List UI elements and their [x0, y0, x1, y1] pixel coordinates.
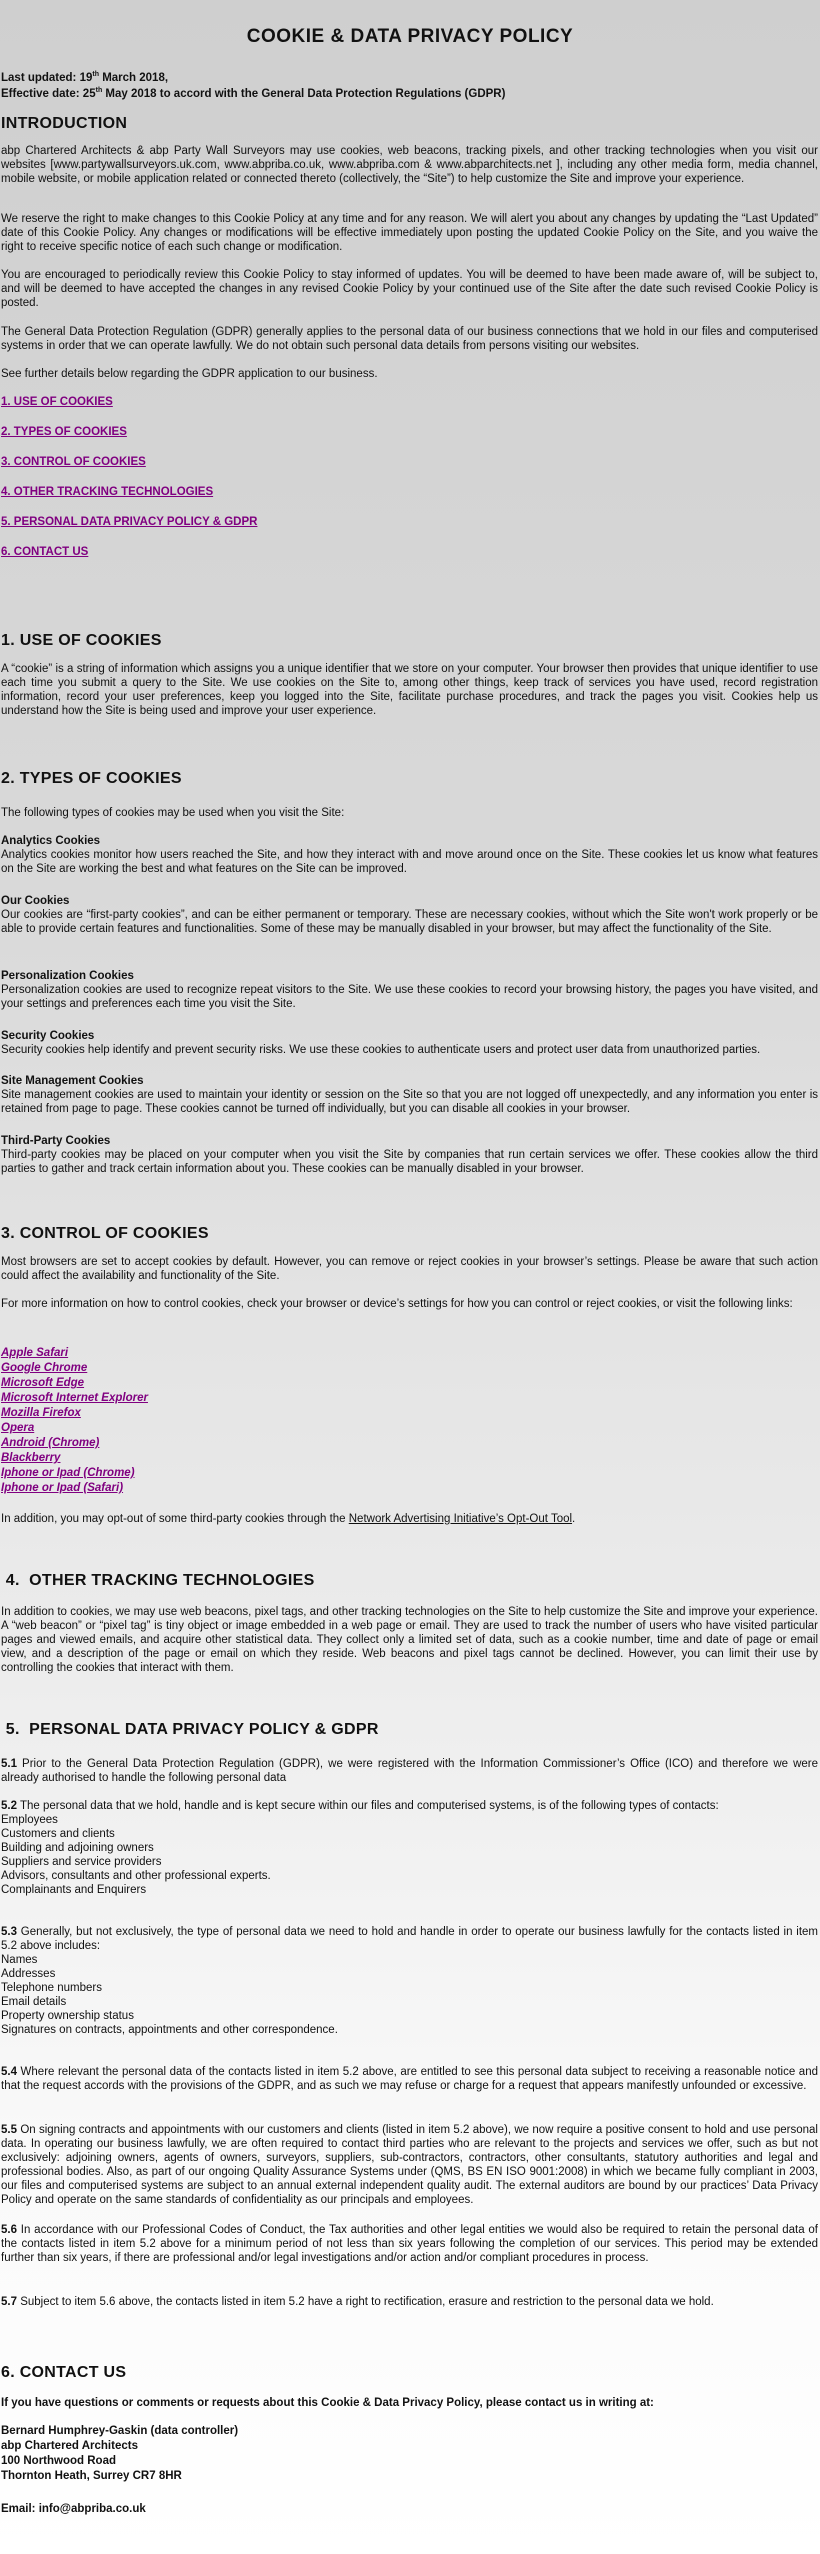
effective-date-text: Effective date: 25 [1, 88, 96, 100]
link-mozilla-firefox[interactable]: Mozilla Firefox [1, 1407, 81, 1419]
clause-text: The personal data that we hold, handle and is kept secure within our files and computerised systems, is of the following types of contacts: [17, 1800, 719, 1812]
intro-paragraph-2: We reserve the right to make changes to this Cookie Policy at any time and for any reason. We will alert you about any changes by updating the “Last Updated” date of this Cookie Policy. Any changes or modifications will be effective immediately upon posting the updated Cookie Policy on the Site, and you waive the right to receive specific notice of each such change or modification. [1, 213, 818, 253]
data-type-item: Signatures on contracts, appointments and other correspondence. [1, 2024, 338, 2036]
link-opera[interactable]: Opera [1, 1422, 35, 1434]
toc-link-contact-us[interactable]: 6. CONTACT US [1, 546, 89, 558]
contact-type-item: Customers and clients [1, 1828, 115, 1840]
link-internet-explorer[interactable]: Microsoft Internet Explorer [1, 1392, 148, 1404]
gdpr-5-1 [1, 1757, 819, 1785]
cookie-type-title: Security Cookies [1, 1030, 95, 1042]
cookie-type-title: Personalization Cookies [1, 970, 134, 982]
cookie-type-analytics [1, 834, 819, 876]
gdpr-5-2 [1, 1799, 819, 1897]
gdpr-5-2-text [1, 1799, 819, 1813]
cookie-type-title: Our Cookies [1, 895, 70, 907]
cookie-type-title: Site Management Cookies [1, 1075, 144, 1087]
clause-number: 5.5 [1, 2124, 17, 2136]
cookie-type-security [1, 1029, 819, 1057]
intro-paragraph-5: See further details below regarding the GDPR application to our business. [1, 368, 378, 380]
clause-number: 5.3 [1, 1926, 17, 1938]
optout-text: In addition, you may opt-out of some third-party cookies through the [1, 1513, 349, 1525]
section-types-of-cookies-heading: 2. TYPES OF COOKIES [1, 770, 182, 787]
page-title: COOKIE & DATA PRIVACY POLICY [246, 26, 574, 47]
intro-paragraph-1: abp Chartered Architects & abp Party Wall Surveyors may use cookies, web beacons, tracking pixels, and other tracking technologies when you visit our websites [www.partywallsurveyors.uk.com, www.abpriba.co.uk, www.abpriba.com & www.abparchitects.net ], including any other media form, media channel, mobile website, or mobile application related or connected thereto (collectively, the “Site”) to help customize the Site and improve your experience. [1, 145, 818, 185]
data-type-item: Telephone numbers [1, 1982, 103, 1994]
cookie-type-third-party [1, 1134, 819, 1176]
contact-company: abp Chartered Architects [1, 2440, 138, 2452]
cookie-type-title: Third-Party Cookies [1, 1135, 111, 1147]
toc-link-use-of-cookies[interactable]: 1. USE OF COOKIES [1, 396, 113, 408]
contact-type-item: Complainants and Enquirers [1, 1884, 147, 1896]
contact-type-item: Building and adjoining owners [1, 1842, 154, 1854]
cookie-type-text: Security cookies help identify and prevent security risks. We use these cookies to authenticate users and protect user data from unauthorized parties. [1, 1044, 761, 1056]
clause-number: 5.6 [1, 2224, 17, 2236]
link-google-chrome[interactable]: Google Chrome [1, 1362, 88, 1374]
clause-text: Where relevant the personal data of the contacts listed in item 5.2 above, are entitled to see this personal data subject to receiving a reasonable notice and that the request accords with the provisions of the GDPR, and as such we may refuse or charge for a request that appears manifestly unfounded or excessive. [1, 2066, 818, 2092]
effective-date [1, 86, 820, 102]
intro-paragraph-4: The General Data Protection Regulation (GDPR) generally applies to the personal data of our business connections that we hold in our files and computerised systems in order that we can operate lawfully. We do not obtain such personal data details from persons visiting our websites. [1, 326, 818, 352]
optout-suffix: . [572, 1513, 576, 1525]
intro-heading: INTRODUCTION [1, 115, 128, 132]
data-type-item: Names [1, 1954, 38, 1966]
clause-text: On signing contracts and appointments with our customers and clients (listed in item 5.2 above), we now require a positive consent to hold and use personal data. In operating our business lawfully, we are often required to contact third parties who are relevant to the projects and services we offer, such as but not exclusively: adjoining owners, agents of owners, surveyors, suppliers, sub-contractors, contractors, other consultants, statutory authorities and legal and professional bodies. Also, as part of our ongoing Quality Assurance Systems under (QMS, BS EN ISO 9001:2008) in which we became fully compliant in 2003, our files and computerised systems are subject to an annual external independent quality audit. The external auditors are bound by our practices’ Data Privacy Policy and operate on the same standards of confidentiality as our principals and employees. [1, 2124, 818, 2206]
cookie-type-our-cookies [1, 894, 819, 936]
last-updated-suffix: March 2018, [99, 72, 169, 84]
contact-type-item: Advisors, consultants and other professional experts. [1, 1870, 271, 1882]
optout-paragraph [1, 1512, 819, 1526]
clause-number: 5.2 [1, 1800, 17, 1812]
clause-number: 5.7 [1, 2296, 17, 2308]
clause-text: Generally, but not exclusively, the type of personal data we need to hold and handle in order to operate our business lawfully for the contacts listed in item 5.2 above includes: [1, 1926, 818, 1952]
data-type-item: Addresses [1, 1968, 56, 1980]
link-iphone-safari[interactable]: Iphone or Ipad (Safari) [1, 1482, 124, 1494]
types-intro: The following types of cookies may be used when you visit the Site: [1, 807, 345, 819]
link-microsoft-edge[interactable]: Microsoft Edge [1, 1377, 85, 1389]
gdpr-5-6 [1, 2223, 819, 2265]
intro-paragraph-3: You are encouraged to periodically review this Cookie Policy to stay informed of updates. You will be deemed to have been made aware of, will be subject to, and will be deemed to have accepted the changes in any revised Cookie Policy by your continued use of the Site after the date such revised Cookie Policy is posted. [1, 269, 818, 309]
contact-town: Thornton Heath, Surrey CR7 8HR [1, 2470, 182, 2482]
cookie-type-text: Analytics cookies monitor how users reached the Site, and how they interact with and move around once on the Site. These cookies let us know what features on the Site are working the best and what features on the Site can be improved. [1, 849, 818, 875]
policy-dates [0, 70, 820, 102]
control-paragraph-1: Most browsers are set to accept cookies by default. However, you can remove or reject cookies in your browser’s settings. Please be aware that such action could affect the availability and functionality of the Site. [1, 1256, 818, 1282]
cookie-type-title: Analytics Cookies [1, 835, 101, 847]
link-blackberry[interactable]: Blackberry [1, 1452, 61, 1464]
contact-type-item: Suppliers and service providers [1, 1856, 162, 1868]
last-updated-sup: th [92, 71, 99, 79]
cookie-type-text: Third-party cookies may be placed on your computer when you visit the Site by companies that run certain services we offer. These cookies allow the third parties to gather and track certain information about you. These cookies can be manually disabled in your browser. [1, 1149, 818, 1175]
clause-number: 5.1 [1, 1758, 17, 1770]
link-iphone-chrome[interactable]: Iphone or Ipad (Chrome) [1, 1467, 135, 1479]
browser-links [1, 1346, 819, 1496]
effective-date-sup: th [95, 87, 103, 95]
data-type-item: Property ownership status [1, 2010, 134, 2022]
toc-link-control-of-cookies[interactable]: 3. CONTROL OF COOKIES [1, 456, 146, 468]
clause-text: Prior to the General Data Protection Regulation (GDPR), we were registered with the Information Commissioner’s Office (ICO) and therefore we were already authorised to handle the following personal data [1, 1758, 818, 1784]
gdpr-5-7 [1, 2295, 819, 2309]
toc-link-other-tracking[interactable]: 4. OTHER TRACKING TECHNOLOGIES [1, 486, 214, 498]
contact-email[interactable]: Email: info@abpriba.co.uk [1, 2503, 146, 2515]
clause-text: In accordance with our Professional Codes of Conduct, the Tax authorities and other legal entities we would also be required to retain the personal data of the contacts listed in item 5.2 above for a minimum period of not less than six years following the completion of our services. This period may be extended further than six years, if there are professional and/or legal investigations and/or action and/or compliant procedures in process. [1, 2224, 818, 2264]
last-updated-text: Last updated: 19 [1, 72, 93, 84]
section-use-of-cookies-text: A “cookie” is a string of information which assigns you a unique identifier that we store on your computer. Your browser then provides that unique identifier to use each time you submit a query to the Site. We use cookies on the Site to, among other things, keep track of services you have used, record registration information, record your user preferences, keep you logged into the Site, facilitate purchase procedures, and track the pages you visit. Cookies help us understand how the Site is being used and improve your user experience. [1, 663, 818, 717]
section-use-of-cookies-heading: 1. USE OF COOKIES [1, 632, 162, 649]
other-tracking-text: In addition to cookies, we may use web beacons, pixel tags, and other tracking technologies on the Site to help customize the Site and improve your experience. A “web beacon” or “pixel tag” is tiny object or image embedded in a web page or email. They are used to track the number of users who have visited particular pages and viewed emails, and acquire other statistical data. They collect only a limited set of data, such as a cookie number, time and date of page or email view, and a description of the page or email on which they reside. Web beacons and pixel tags cannot be declined. However, you can limit their use by controlling the cookies that interact with them. [1, 1606, 818, 1674]
cookie-type-site-management [1, 1074, 819, 1116]
nai-optout-link[interactable]: Network Advertising Initiative’s Opt-Out Tool [348, 1513, 573, 1525]
gdpr-5-5 [1, 2123, 819, 2207]
contact-address [1, 2424, 819, 2484]
gdpr-5-4 [1, 2065, 819, 2093]
cookie-type-text: Our cookies are “first-party cookies”, and can be either permanent or temporary. These are necessary cookies, without which the Site won't work properly or be able to provide certain features and functionalities. Some of these may be manually disabled in your browser, but may affect the functionality of the Site. [1, 909, 818, 935]
last-updated [1, 70, 820, 86]
gdpr-5-3-text [1, 1925, 819, 1953]
contact-street: 100 Northwood Road [1, 2455, 117, 2467]
section-control-of-cookies-heading: 3. CONTROL OF COOKIES [1, 1225, 209, 1242]
gdpr-5-3 [1, 1925, 819, 2037]
contact-type-item: Employees [1, 1814, 58, 1826]
section-other-tracking-heading: 4. OTHER TRACKING TECHNOLOGIES [1, 1572, 315, 1589]
table-of-contents [1, 395, 819, 559]
clause-text: Subject to item 5.6 above, the contacts listed in item 5.2 have a right to rectification, erasure and restriction to the personal data we hold. [17, 2296, 714, 2308]
toc-link-gdpr[interactable]: 5. PERSONAL DATA PRIVACY POLICY & GDPR [1, 516, 258, 528]
link-apple-safari[interactable]: Apple Safari [1, 1347, 69, 1359]
cookie-type-text: Personalization cookies are used to recognize repeat visitors to the Site. We use these cookies to record your browsing history, the pages you have visited, and your settings and preferences each time you visit the Site. [1, 984, 818, 1010]
data-type-item: Email details [1, 1996, 67, 2008]
clause-number: 5.4 [1, 2066, 17, 2078]
control-paragraph-2: For more information on how to control cookies, check your browser or device’s settings for how you can control or reject cookies, or visit the following links: [1, 1298, 793, 1310]
contact-name: Bernard Humphrey-Gaskin (data controller) [1, 2425, 239, 2437]
contact-intro: If you have questions or comments or requests about this Cookie & Data Privacy Policy, please contact us in writing at: [1, 2397, 654, 2409]
link-android-chrome[interactable]: Android (Chrome) [1, 1437, 100, 1449]
cookie-type-personalization [1, 969, 819, 1011]
section-contact-heading: 6. CONTACT US [1, 2364, 127, 2381]
cookie-type-text: Site management cookies are used to maintain your identity or session on the Site so that you are not logged off unexpectedly, and any information you enter is retained from page to page. These cookies cannot be turned off individually, but you can disable all cookies in your browser. [1, 1089, 818, 1115]
section-gdpr-heading: 5. PERSONAL DATA PRIVACY POLICY & GDPR [1, 1721, 379, 1738]
effective-date-suffix: May 2018 to accord with the General Data Protection Regulations (GDPR) [102, 88, 506, 100]
toc-link-types-of-cookies[interactable]: 2. TYPES OF COOKIES [1, 426, 127, 438]
